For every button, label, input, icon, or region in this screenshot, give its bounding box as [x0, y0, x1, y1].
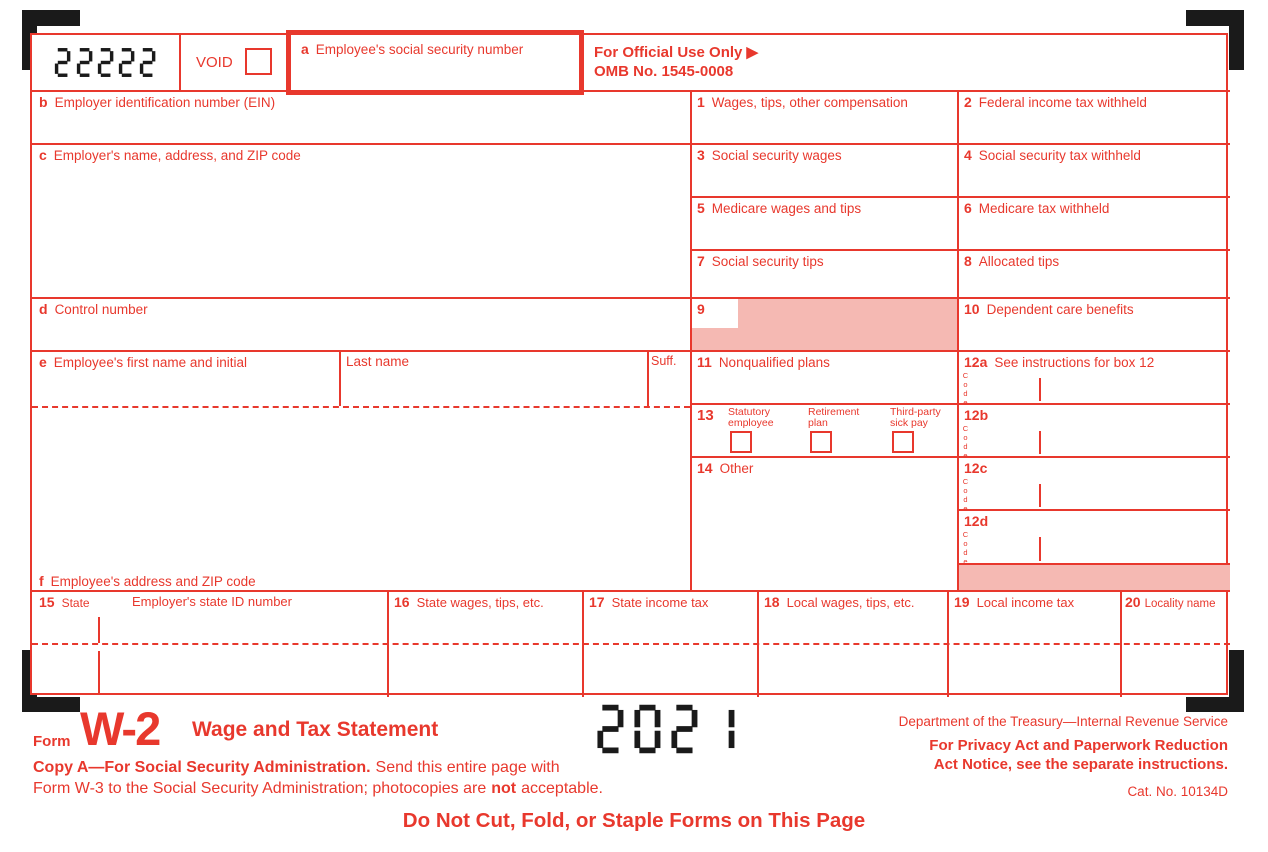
box-d-control-number: d Control number: [39, 301, 148, 317]
box-12d-code-divider: [1039, 537, 1041, 561]
box-2-federal-tax: 2 Federal income tax withheld: [964, 94, 1147, 110]
w2-form-table: [30, 33, 1228, 695]
box-4-ss-tax: 4 Social security tax withheld: [964, 147, 1141, 163]
statutory-employee-checkbox[interactable]: [730, 431, 752, 453]
box-7-ss-tips: 7 Social security tips: [697, 253, 824, 269]
box-11-nonqualified-plans: 11 Nonqualified plans: [697, 354, 830, 370]
box-15-state: 15 State Employer's state ID number: [39, 594, 292, 610]
form-number: W-2: [80, 702, 160, 755]
box-17-state-income-tax: 17 State income tax: [589, 594, 709, 610]
void-label: VOID: [196, 54, 233, 71]
divider-line: [957, 563, 1230, 565]
do-not-cut-warning: Do Not Cut, Fold, or Staple Forms on This Page: [402, 809, 866, 832]
copy-a-instructions-line2: Form W-3 to the Social Security Administration; photocopies are not acceptable.: [33, 780, 603, 797]
void-checkbox[interactable]: [245, 48, 272, 75]
box-12c-code-divider: [1039, 484, 1041, 507]
box-14-other: 14 Other: [697, 460, 754, 476]
retirement-plan-checkbox[interactable]: [810, 431, 832, 453]
third-party-sick-pay-checkbox[interactable]: [892, 431, 914, 453]
box-18-local-wages: 18 Local wages, tips, etc.: [764, 594, 915, 610]
box-20-locality-name: 20 Locality name: [1125, 594, 1216, 610]
box-a-ssn: [286, 30, 584, 95]
box-8-allocated-tips: 8 Allocated tips: [964, 253, 1060, 269]
box-12a-code-label: Code: [961, 371, 970, 407]
box-12b: 12b Code: [957, 403, 1230, 456]
box-e-last-name: Last name: [346, 354, 410, 369]
third-party-sick-pay-label: Third-party sick pay: [890, 406, 941, 429]
catalog-number: Cat. No. 10134D: [1127, 784, 1228, 799]
box-12c-code-label: Code: [961, 477, 970, 513]
box-16-state-wages: 16 State wages, tips, etc.: [394, 594, 544, 610]
box-13-number: 13: [697, 407, 714, 424]
box-5-medicare-wages: 5 Medicare wages and tips: [697, 200, 862, 216]
year-display: [596, 703, 736, 755]
retirement-plan-label: Retirement plan: [808, 406, 860, 429]
divider-dashed: [32, 406, 690, 408]
omb-number: OMB No. 1545-0008: [594, 63, 734, 80]
privacy-notice-line2: Act Notice, see the separate instructions.: [933, 756, 1228, 773]
void-cell: [179, 35, 290, 90]
box-f-address: f Employee's address and ZIP code: [39, 573, 256, 589]
box-12d-shaded-strip: [957, 563, 1230, 590]
department-line: Department of the Treasury—Internal Revenue Service: [898, 714, 1228, 729]
statutory-employee-label: Statutory employee: [728, 406, 774, 429]
box-a-number: a: [301, 41, 309, 57]
box-1-wages: 1 Wages, tips, other compensation: [697, 94, 908, 110]
box-12d-code-label: Code: [961, 530, 970, 566]
box-e-suffix: Suff.: [651, 354, 677, 368]
corner-mark-bottom-left-h: [22, 697, 80, 712]
box-12c: 12c Code: [957, 456, 1230, 509]
box-13-checkboxes: [690, 403, 957, 456]
box-b-ein: b Employer identification number (EIN): [39, 94, 276, 110]
copy-a-instructions-line1: Copy A—For Social Security Administration. Send this entire page with: [33, 759, 560, 776]
official-use-label: For Official Use Only ▶: [594, 44, 759, 61]
box-12b-code-divider: [1039, 431, 1041, 454]
box-c-employer-name: c Employer's name, address, and ZIP code: [39, 147, 301, 163]
official-use-cell: [582, 35, 1230, 90]
box-19-local-income-tax: 19 Local income tax: [954, 594, 1075, 610]
box-e-first-name: e Employee's first name and initial: [39, 354, 247, 370]
form-title: Wage and Tax Statement: [192, 718, 439, 741]
corner-mark-bottom-right-h: [1186, 697, 1244, 712]
box-a-label: a Employee's social security number: [301, 41, 524, 57]
box-3-ss-wages: 3 Social security wages: [697, 147, 842, 163]
privacy-notice-line1: For Privacy Act and Paperwork Reduction: [929, 737, 1228, 754]
box-6-medicare-tax: 6 Medicare tax withheld: [964, 200, 1110, 216]
box-12a-code-divider: [1039, 378, 1041, 401]
box-12a: 12a See instructions for box 12 Code: [961, 354, 1155, 407]
corner-mark-top-right-v: [1229, 10, 1244, 70]
box-10-dependent-care: 10 Dependent care benefits: [964, 301, 1134, 317]
form-code-22222: [32, 35, 179, 90]
box-15-state-id-label: Employer's state ID number: [132, 594, 292, 609]
box-12b-code-label: Code: [961, 424, 970, 460]
form-word: Form: [33, 733, 71, 750]
box-9-blank: 9: [697, 301, 705, 317]
box-12d: 12d Code: [957, 509, 1230, 563]
